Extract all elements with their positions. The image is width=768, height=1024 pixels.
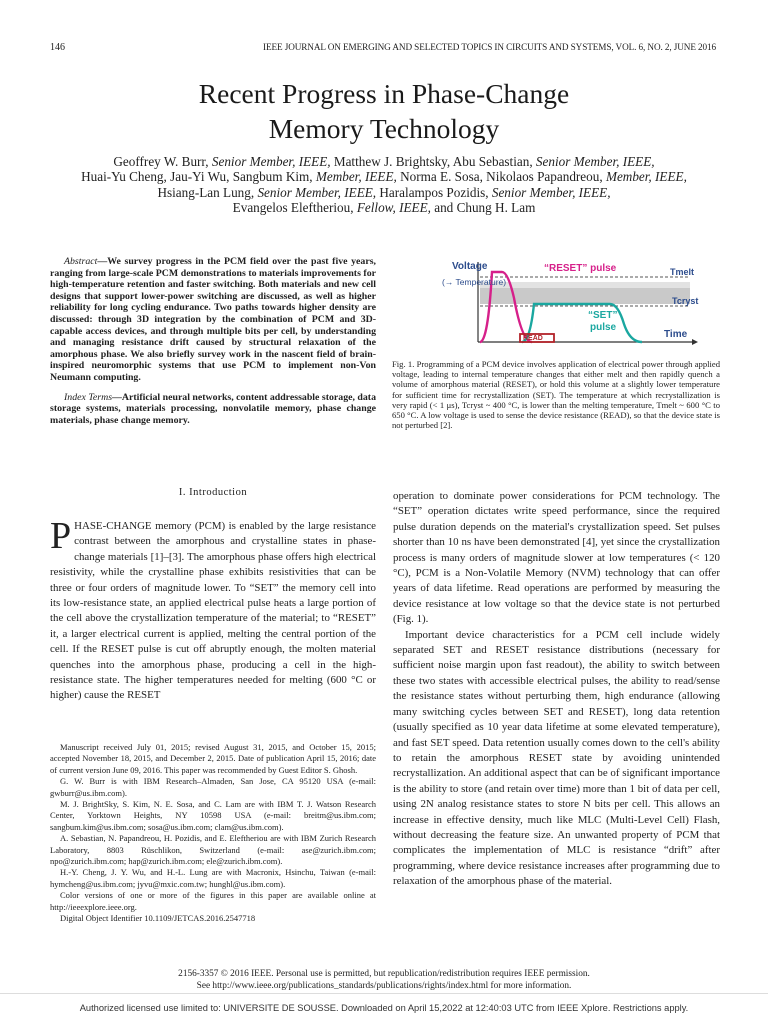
footnote: H.-Y. Cheng, J. Y. Wu, and H.-L. Lung are with Macronix, Hsinchu, Taiwan (e-mail: hymcheng@us.ibm.com; jyvu@mxic.com.tw; hunghl@us.ibm.com). [50, 867, 376, 889]
author-name: Evangelos Eleftheriou, [232, 200, 357, 216]
y-axis-label: Voltage [452, 261, 488, 272]
footnote: Digital Object Identifier 10.1109/JETCAS.2016.2547718 [60, 913, 256, 924]
copyright-line-2: See http://www.ieee.org/publications_standards/publications/rights/index.html for more information. [196, 981, 572, 991]
tmelt-label: Tmelt [670, 267, 695, 277]
footnote: G. W. Burr is with IBM Research–Almaden, San Jose, CA 95120 USA (e-mail: gwburr@us.ibm.com). [50, 776, 376, 798]
tcryst-label: Tcryst [672, 296, 699, 306]
author-list [40, 154, 728, 216]
abstract-label: Abstract [64, 256, 98, 267]
index-terms-label: Index Terms [64, 391, 113, 403]
section-heading: I. Introduction [178, 487, 248, 498]
divider [0, 993, 768, 994]
intro-column-2 [393, 489, 720, 890]
author-name: Hsiang-Lan Lung, [157, 184, 258, 200]
intro-paragraph-2: operation to dominate power considerations for PCM technology. The “SET” operation dictates write speed performance, since the required pulse duration depends on the material's crystallization speed. Set pulses shorter than 10 ns have been demonstrated [4], yet since the crystallization process is many orders of magnitude slower at low temperatures (< 120 °C), PCM is a Non-Volatile Memory (NVM) technology that can offer years of data lifetime. Read operations are performed by measuring the device resistance at low voltage so that the device state is not perturbed (Fig. 1). [393, 490, 720, 626]
time-arrow-icon [692, 339, 698, 345]
page-number: 146 [50, 42, 65, 53]
author-line-3 [40, 185, 728, 200]
index-terms-text: —Artificial neural networks, content addressable storage, data storage systems, materials processing, nonvolatile memory, phase change materials, phase change memory. [50, 391, 377, 426]
author-role: Senior Member, IEEE, [211, 154, 331, 169]
footnote: A. Sebastian, N. Papandreou, H. Pozidis, and E. Eleftheriou are with IBM Zurich Research Laboratory, 8803 Rüschlikon, Switzerland (e-mail: ase@zurich.ibm.com; npo@zurich.ibm.com; hap@zurich.ibm.com; ele@zurich.ibm.com). [50, 833, 376, 867]
dropcap: P [50, 515, 72, 557]
license-notice: Authorized licensed use limited to: UNIVERSITE DE SOUSSE. Downloaded on April 15,2022 at 12:40:03 UTC from IEEE Xplore. Restrictions apply. [79, 1003, 689, 1013]
author-role: Senior Member, IEEE, [535, 154, 655, 169]
author-role: Senior Member, IEEE, [257, 184, 377, 200]
author-name: Geoffrey W. Burr, [113, 154, 212, 169]
set-pulse-label-1: “SET” [588, 310, 618, 321]
intro-column-1 [50, 515, 376, 704]
intro-paragraph-1: HASE-CHANGE memory (PCM) is enabled by the large resistance contrast between the amorphous and crystalline states in phase-change materials [1]–[3]. The amorphous phase offers high electrical resistivity, while the crystalline phase exhibits resistivities that can be three or four orders of magnitude lower. To “SET” the memory cell into its low-resistance state, an applied electrical pulse heats a large portion of the cell above the crystallization temperature of the material; to “RESET” it, a larger electrical current is applied, melting the central portion of the cell. If the RESET pulse is cut off abruptly enough, the molten material quenches into the amorphous phase, producing a cell in the high-resistance state. The higher temperatures needed for melting (600 °C or higher) cause the RESET [50, 520, 376, 702]
author-name: Huai-Yu Cheng, Jau-Yi Wu, Sangbum Kim, [81, 169, 316, 185]
footnote: Manuscript received July 01, 2015; revised August 31, 2015, and October 15, 2015; accepted November 18, 2015, and December 2, 2015. Date of publication April 15, 2016; date of current version June 09, 2016. This paper was recommended by Guest Editor S. Ghosh. [50, 742, 376, 775]
read-label: READ [523, 335, 543, 342]
title-line-1: Recent Progress in Phase-Change [198, 78, 570, 109]
author-name: and Chung H. Lam [430, 200, 536, 216]
figure-1-pulse-diagram [392, 258, 720, 350]
author-line-4 [40, 200, 728, 215]
author-role: Member, IEEE, [605, 169, 687, 185]
footnotes [50, 742, 376, 925]
copyright-notice [50, 968, 718, 992]
author-role: Member, IEEE, [315, 169, 397, 185]
figure-1-caption: Fig. 1. Programming of a PCM device involves application of electrical power through applied voltage, leading to internal temperature changes that either melt and then rapidly quench a volume of amorphous material (RESET), or hold this volume at a slightly lower temperature for sufficient time for recrystallization (SET). The temperature at which recrystallization is very rapid (< 1 μs), Tcryst ~ 400 °C, is lower than the melting temperature, Tmelt ~ 600 °C to 650 °C. A low voltage is used to sense the device resistance (READ), so that the device state is not perturbed [2]. [392, 359, 720, 431]
reset-pulse-label: “RESET” pulse [544, 263, 617, 274]
paper-title [0, 76, 768, 146]
time-label: Time [664, 329, 688, 340]
abstract-text: —We survey progress in the PCM field over the past five years, ranging from large-scale PCM demonstrations to materials improvements for high-temperature retention and faster switching. Both materials and new cell designs that support lower-power switching are discussed, as well as higher reliability for long cycling endurance. Two paths towards higher density are discussed: through 3D integration by the combination of PCM and 3D-capable access devices, and through multiple bits per cell, by understanding and managing resistance drift caused by structural relaxation of the amorphous phase. We also briefly survey work in the nascent field of brain-inspired neuromorphic systems that use PCM to implement non-Von Neumann computing. [50, 256, 376, 383]
author-name: Haralampos Pozidis, [376, 184, 492, 200]
copyright-line-1: 2156-3357 © 2016 IEEE. Personal use is permitted, but republication/redistribution requires IEEE permission. [178, 969, 590, 979]
abstract [50, 256, 376, 426]
y-axis-sublabel: (→ Temperature) [442, 277, 507, 287]
footnote: M. J. BrightSky, S. Kim, N. E. Sosa, and C. Lam are with IBM T. J. Watson Research Center, Yorktown Heights, NY 10598 USA (e-mail: breitm@us.ibm.com; sangbum.kim@us.ibm.com; sosa@us.ibm.com; clam@us.ibm.com). [50, 799, 376, 832]
author-line-2 [40, 169, 728, 184]
journal-header: IEEE JOURNAL ON EMERGING AND SELECTED TOPICS IN CIRCUITS AND SYSTEMS, VOL. 6, NO. 2, JUNE 2016 [263, 42, 716, 52]
author-name: Matthew J. Brightsky, Abu Sebastian, [330, 154, 536, 169]
footnote: Color versions of one or more of the figures in this paper are available online at http://ieeexplore.ieee.org. [50, 890, 376, 912]
intro-paragraph-3: Important device characteristics for a PCM cell include widely separated SET and RESET resistance distributions (necessary for sufficient noise margin upon fast readout), the ability to switch between these two states with accessible electrical pulses, the ability to read/sense the resistance states without perturbing them, high endurance (allowing many switching cycles between SET and RESET), long data retention (usually specified as 10 year data lifetime at some elevated temperature), and fast SET speed. Data retention usually comes down to the cell's ability to retain the amorphous RESET state by avoiding unintended recrystallization. An additional aspect that can be of significant importance is the ability to store (and retain over time) more than 1 bit of data per cell, using 2N analog resistance states to store N bits per cell. This allows an increase in effective density, much like MLC (Multi-Level Cell) Flash, without decreasing the feature size. An unwanted property of PCM that complicates the implementation of MLC is resistance “drift” after programming, where device resistance increases after programming due to relaxation of the amorphous phase of the material. [393, 628, 720, 888]
author-name: Norma E. Sosa, Nikolaos Papandreou, [396, 169, 606, 185]
title-line-2: Memory Technology [268, 113, 500, 144]
author-role: Fellow, IEEE, [356, 200, 431, 216]
author-role: Senior Member, IEEE, [491, 184, 611, 200]
author-line-1 [40, 154, 728, 169]
set-pulse-label-2: pulse [590, 322, 617, 333]
